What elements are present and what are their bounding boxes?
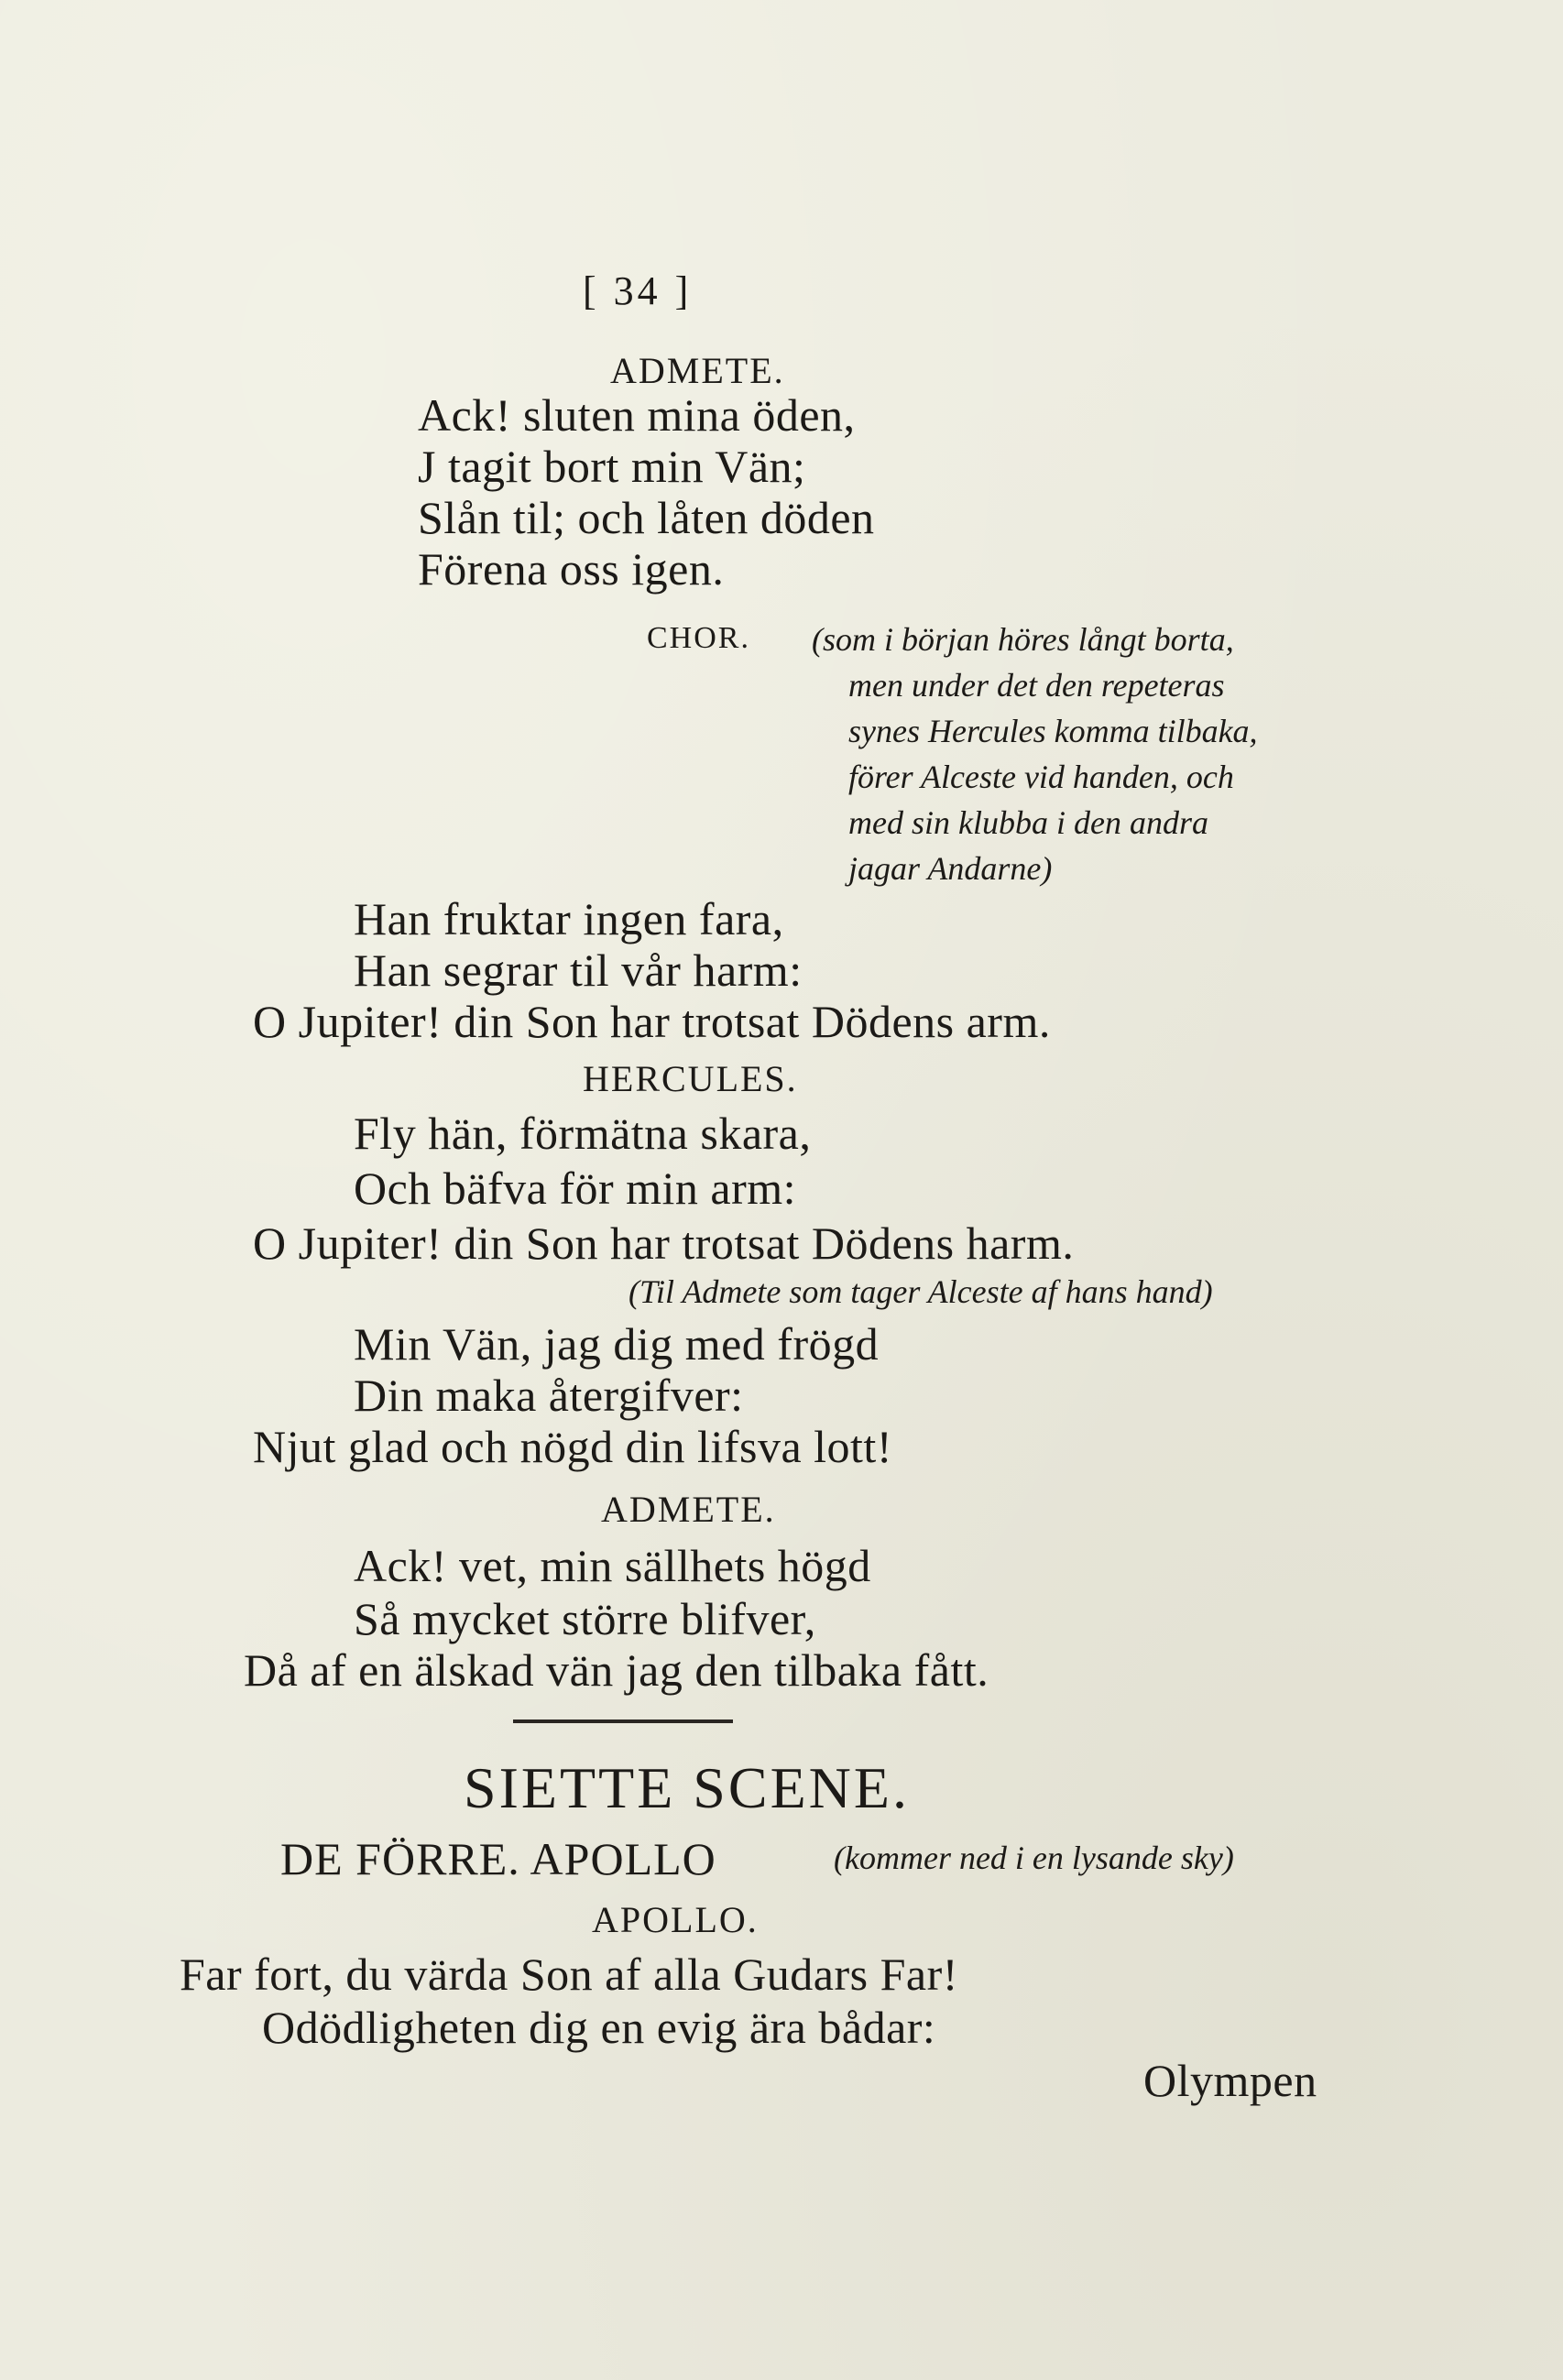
stage-direction-line: jagar Andarne) [848, 850, 1053, 887]
verse-line: Då af en älskad vän jag den tilbaka fått. [244, 1644, 989, 1696]
speaker-chor: CHOR. [647, 621, 750, 655]
stage-direction-line: med sin klubba i den andra [848, 804, 1208, 841]
scene-title: SIETTE SCENE. [464, 1755, 910, 1820]
stage-direction-line: förer Alceste vid handen, och [848, 759, 1234, 795]
verse-line: Fly hän, förmätna skara, [354, 1108, 812, 1159]
section-divider [513, 1719, 733, 1723]
speaker-hercules: HERCULES. [583, 1058, 798, 1099]
speaker-apollo: APOLLO. [592, 1899, 759, 1940]
scene-stage-direction: (kommer ned i en lysande sky) [834, 1840, 1234, 1876]
catchword: Olympen [1143, 2055, 1317, 2106]
stage-direction-line: men under det den repeteras [848, 667, 1225, 704]
speaker-admete: ADMETE. [610, 350, 785, 391]
verse-line: O Jupiter! din Son har trotsat Dödens arm. [253, 996, 1051, 1047]
page-number-header: [ 34 ] [583, 268, 693, 313]
stage-direction-inline: (Til Admete som tager Alceste af hans hand) [628, 1273, 1213, 1310]
verse-line: Ack! sluten mina öden, [418, 389, 856, 441]
verse-line: Han fruktar ingen fara, [354, 893, 784, 944]
stage-direction-line: (som i början höres långt borta, [812, 621, 1234, 658]
verse-line: Ack! vet, min sällhets högd [354, 1540, 871, 1591]
verse-line: Far fort, du värda Son af alla Gudars Far! [180, 1949, 958, 2000]
verse-line: Han segrar til vår harm: [354, 944, 803, 996]
verse-line: Slån til; och låten döden [418, 492, 875, 543]
scene-persons: DE FÖRRE. APOLLO [280, 1833, 716, 1884]
stage-direction-line: synes Hercules komma tilbaka, [848, 713, 1258, 749]
verse-line: Så mycket större blifver, [354, 1593, 816, 1644]
verse-line: Din maka återgifver: [354, 1370, 744, 1421]
verse-line: O Jupiter! din Son har trotsat Dödens harm. [253, 1217, 1075, 1269]
verse-line: Njut glad och nögd din lifsva lott! [253, 1421, 892, 1472]
verse-line: Odödligheten dig en evig ära bådar: [262, 2002, 936, 2053]
verse-line: Förena oss igen. [418, 543, 725, 595]
speaker-admete: ADMETE. [601, 1489, 776, 1530]
verse-line: Min Vän, jag dig med frögd [354, 1318, 880, 1370]
verse-line: Och bäfva för min arm: [354, 1163, 797, 1214]
verse-line: J tagit bort min Vän; [418, 441, 806, 492]
